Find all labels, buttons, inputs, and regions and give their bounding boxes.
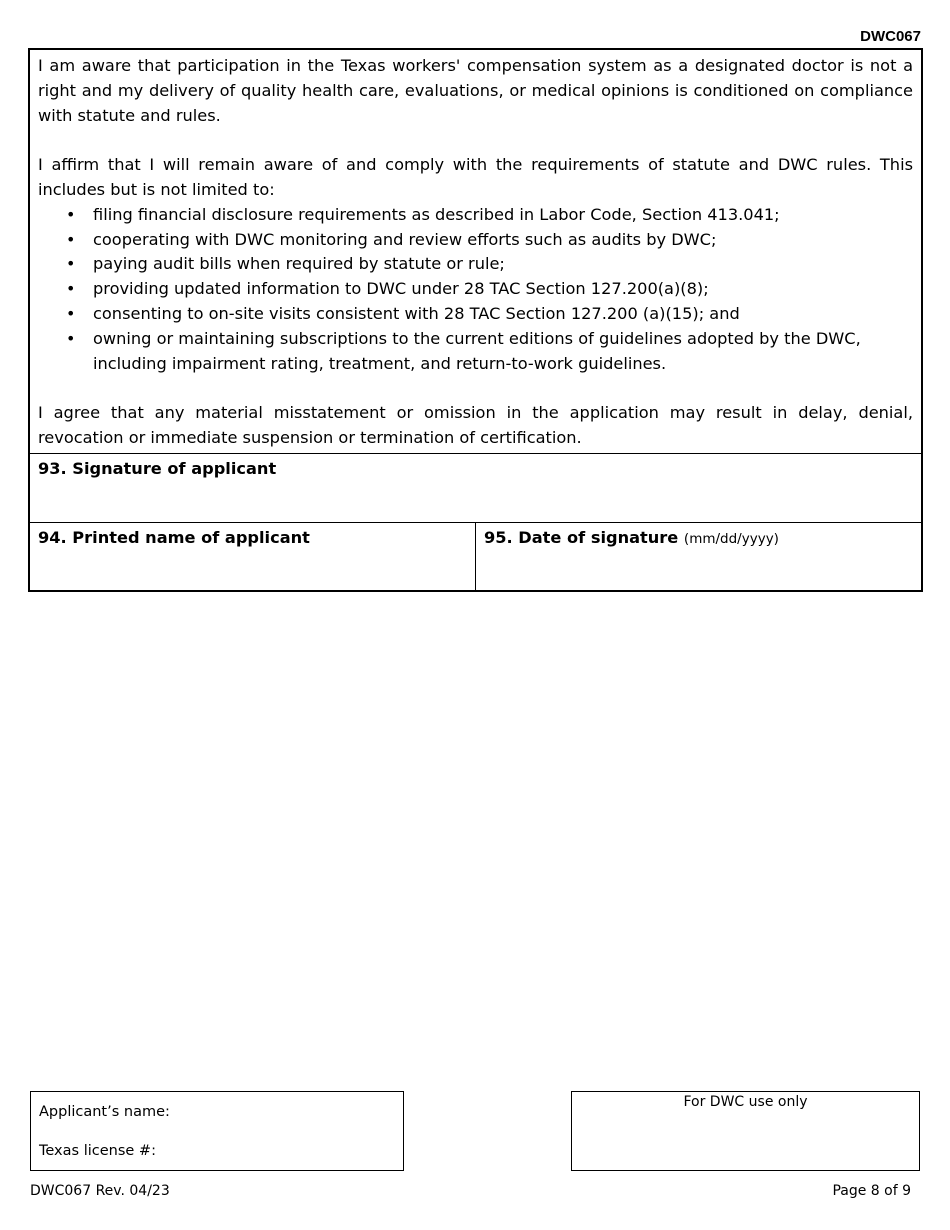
printed-name-field[interactable]	[30, 523, 476, 590]
date-format-hint: (mm/dd/yyyy)	[683, 530, 779, 547]
requirements-list	[38, 203, 913, 377]
date-of-signature-field[interactable]	[476, 523, 921, 590]
list-item: • cooperating with DWC monitoring and review efforts such as audits by DWC;	[38, 228, 913, 253]
affirmation-statement	[30, 50, 921, 453]
name-date-row	[30, 522, 921, 590]
applicant-name-label: Applicant’s name:	[39, 1104, 170, 1120]
bullet-icon: •	[66, 204, 76, 224]
list-item: • consenting to on-site visits consistent with 28 TAC Section 127.200 (a)(15); and	[38, 302, 913, 327]
bullet-icon: •	[66, 229, 76, 249]
statement-paragraph-2: I affirm that I will remain aware of and comply with the requirements of statute and DWC rules. This includes but is not limited to:	[38, 155, 913, 199]
bullet-icon: •	[66, 303, 76, 323]
texas-license-label: Texas license #:	[39, 1143, 156, 1159]
page-number: Page 8 of 9	[832, 1183, 911, 1199]
list-item: • paying audit bills when required by statute or rule;	[38, 252, 913, 277]
dwc-use-only-box	[571, 1091, 920, 1171]
signature-label: 93. Signature of applicant	[38, 458, 277, 478]
statement-paragraph-3: I agree that any material misstatement or omission in the application may result in delay, denial, revocation or immediate suspension or termination of certification.	[38, 403, 913, 447]
applicant-info-box	[30, 1091, 404, 1171]
list-item: • filing financial disclosure requirements as described in Labor Code, Section 413.041;	[38, 203, 913, 228]
bullet-icon: •	[66, 328, 76, 348]
list-item: • providing updated information to DWC under 28 TAC Section 127.200(a)(8);	[38, 277, 913, 302]
signature-field[interactable]	[30, 453, 921, 522]
form-revision: DWC067 Rev. 04/23	[30, 1183, 170, 1199]
date-of-signature-label: 95. Date of signature	[484, 527, 679, 547]
list-item: • owning or maintaining subscriptions to the current editions of guidelines adopted by the DWC, including impairment rating, treatment, and return-to-work guidelines.	[66, 328, 861, 373]
affirmation-section	[28, 48, 923, 592]
printed-name-label: 94. Printed name of applicant	[38, 527, 310, 547]
statement-paragraph-1: I am aware that participation in the Texas workers' compensation system as a designated doctor is not a right and my delivery of quality health care, evaluations, or medical opinions is conditioned on compliance with statute and rules.	[38, 56, 913, 125]
dwc-use-only-label: For DWC use only	[683, 1094, 808, 1110]
bullet-icon: •	[66, 279, 76, 299]
bullet-icon: •	[66, 254, 76, 274]
form-code: DWC067	[860, 28, 921, 45]
